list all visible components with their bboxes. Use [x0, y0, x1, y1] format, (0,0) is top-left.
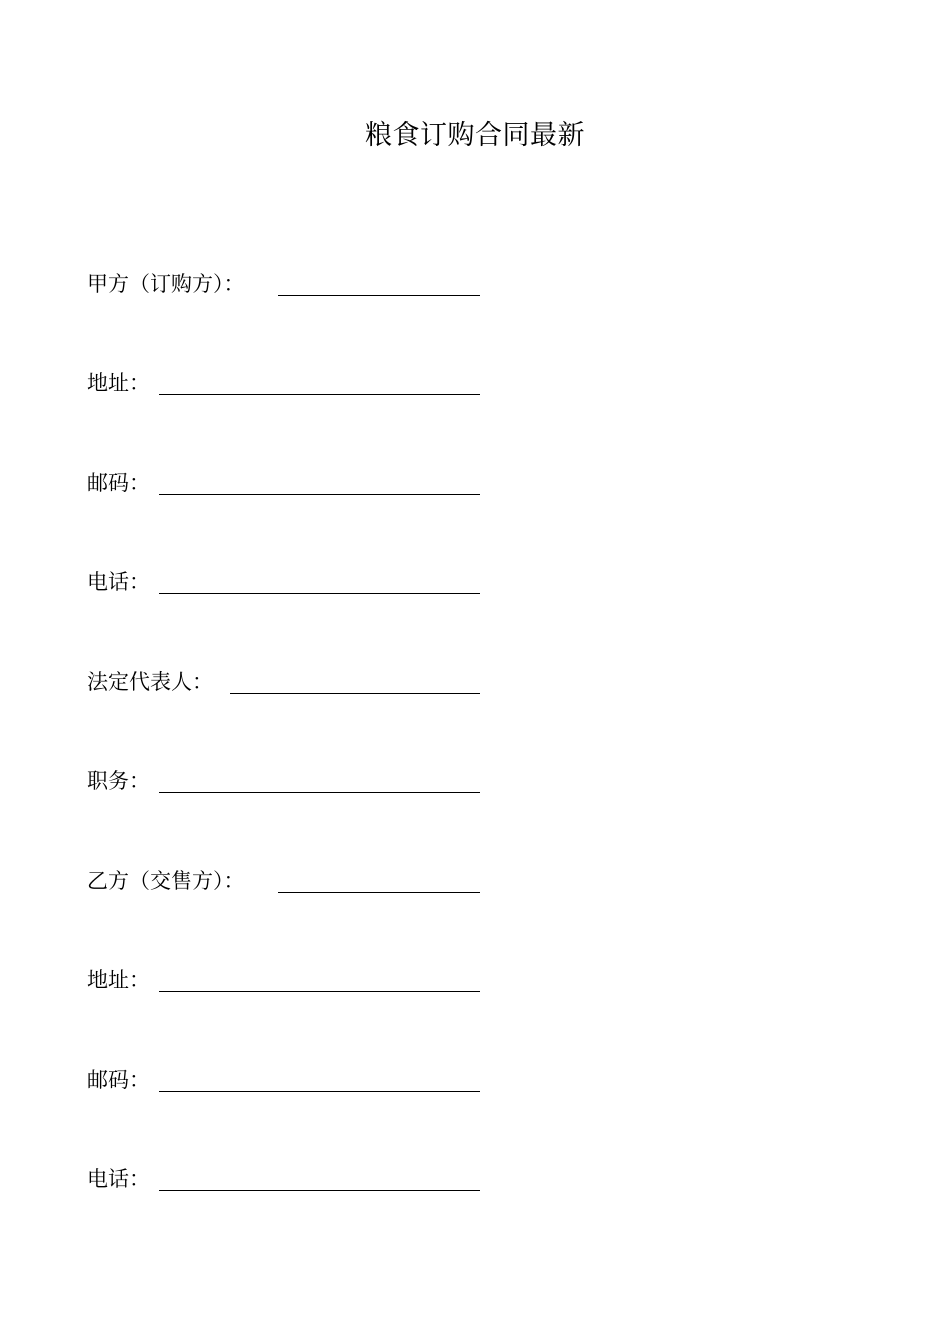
field-label: 电话：: [87, 1167, 150, 1191]
blank-line[interactable]: [159, 494, 480, 495]
page-title: 粮食订购合同最新: [365, 120, 585, 151]
field-label: 职务：: [87, 769, 150, 793]
blank-line[interactable]: [159, 1091, 480, 1092]
blank-line[interactable]: [159, 394, 480, 395]
blank-line[interactable]: [230, 693, 480, 694]
field-label: 邮码：: [87, 1068, 150, 1092]
blank-line[interactable]: [159, 593, 480, 594]
field-label: 地址：: [87, 968, 150, 992]
blank-line[interactable]: [159, 1190, 480, 1191]
field-label: 法定代表人：: [87, 670, 213, 694]
blank-line[interactable]: [278, 892, 480, 893]
field-label: 电话：: [87, 570, 150, 594]
field-label: 乙方（交售方）：: [87, 869, 245, 893]
blank-line[interactable]: [278, 295, 480, 296]
blank-line[interactable]: [159, 792, 480, 793]
blank-line[interactable]: [159, 991, 480, 992]
field-label: 地址：: [87, 371, 150, 395]
field-label: 甲方（订购方）：: [87, 272, 245, 296]
field-label: 邮码：: [87, 471, 150, 495]
